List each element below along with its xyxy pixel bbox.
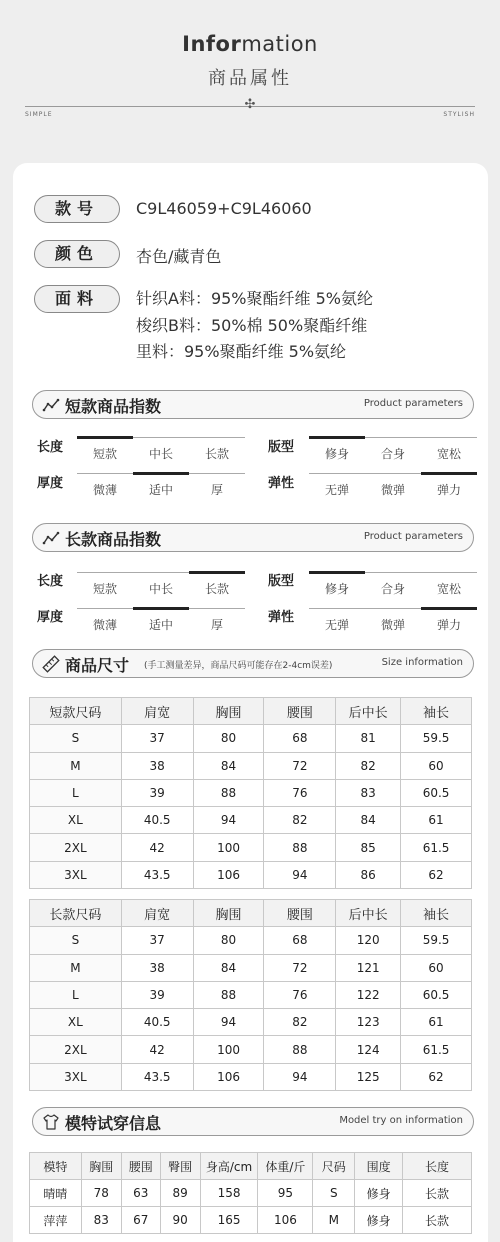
table-cell: 68 <box>264 927 336 954</box>
scale-option: 无弹 <box>324 483 349 497</box>
table-header-cell: 后中长 <box>336 698 401 725</box>
table-cell: 62 <box>401 861 472 888</box>
table-cell: 37 <box>121 725 193 752</box>
scale-marker <box>133 472 189 475</box>
table-cell: 42 <box>121 1036 193 1063</box>
table-row <box>30 752 472 779</box>
table-header-cell: 胸围 <box>193 698 264 725</box>
table-cell: 42 <box>121 834 193 861</box>
table-cell: 120 <box>336 927 401 954</box>
table-cell: 76 <box>264 981 336 1008</box>
table-row <box>30 779 472 806</box>
table-row <box>30 1036 472 1063</box>
table-cell: 61.5 <box>401 1036 472 1063</box>
table-row <box>30 1009 472 1036</box>
scale-marker <box>421 607 477 610</box>
table-cell: S <box>30 725 122 752</box>
table-header-cell: 模特 <box>30 1153 82 1180</box>
table-cell: 100 <box>193 834 264 861</box>
table-header-cell: 身高/cm <box>200 1153 258 1180</box>
table-header-row <box>30 900 472 927</box>
table-row <box>30 1063 472 1090</box>
table-cell: 37 <box>121 927 193 954</box>
table-cell: L <box>30 779 122 806</box>
table-cell: 84 <box>193 752 264 779</box>
table-header-cell: 后中长 <box>336 900 401 927</box>
table-header-cell: 体重/斤 <box>258 1153 313 1180</box>
scale-option: 弹力 <box>436 483 461 497</box>
table-cell: 72 <box>264 752 336 779</box>
table-cell: 86 <box>336 861 401 888</box>
fit-scale <box>309 572 477 602</box>
table-row <box>30 954 472 981</box>
table-header-cell: 尺码 <box>313 1153 355 1180</box>
ruler-icon <box>42 655 60 673</box>
table-cell: 94 <box>264 861 336 888</box>
header-left-caption: SIMPLE <box>25 111 53 118</box>
table-cell: 43.5 <box>121 1063 193 1090</box>
field-value-fabric-line: 里料：95%聚酯纤维 5%氨纶 <box>136 342 347 361</box>
field-value-style-number: C9L46059+C9L46060 <box>136 199 312 218</box>
scale-option: 微弹 <box>380 618 405 632</box>
table-row <box>30 927 472 954</box>
table-cell: 59.5 <box>401 725 472 752</box>
table-header-row <box>30 698 472 725</box>
information-title: Information <box>182 32 318 56</box>
table-cell: 82 <box>264 807 336 834</box>
table-cell: 62 <box>401 1063 472 1090</box>
table-header-cell: 腰围 <box>264 900 336 927</box>
table-cell: 84 <box>193 954 264 981</box>
table-cell: 84 <box>336 807 401 834</box>
product-attributes-title: 商品属性 <box>208 68 292 89</box>
table-cell: 40.5 <box>121 1009 193 1036</box>
table-cell: 61 <box>401 1009 472 1036</box>
table-cell: 60.5 <box>401 981 472 1008</box>
table-cell: 125 <box>336 1063 401 1090</box>
scale-option: 修身 <box>324 582 349 596</box>
table-header-cell: 袖长 <box>401 900 472 927</box>
table-cell: 60 <box>401 954 472 981</box>
table-header-row <box>30 1153 472 1180</box>
table-header-cell: 腰围 <box>121 1153 160 1180</box>
table-row <box>30 861 472 888</box>
table-cell: 100 <box>193 1036 264 1063</box>
table-header-cell: 长度 <box>403 1153 472 1180</box>
scale-option: 修身 <box>324 447 349 461</box>
table-header-cell: 短款尺码 <box>30 698 122 725</box>
table-cell: 萍萍 <box>30 1207 82 1234</box>
table-cell: 80 <box>193 725 264 752</box>
table-cell: 修身 <box>355 1207 403 1234</box>
param-label-length: 长度 <box>37 574 64 589</box>
scale-option: 合身 <box>380 582 405 596</box>
tshirt-icon <box>42 1113 60 1131</box>
table-cell: 40.5 <box>121 807 193 834</box>
trend-line-icon <box>42 396 60 414</box>
field-value-color: 杏色/藏青色 <box>136 247 222 266</box>
scale-option: 合身 <box>380 447 405 461</box>
table-cell: 长款 <box>403 1180 472 1207</box>
table-cell: 94 <box>193 807 264 834</box>
table-header-cell: 胸围 <box>193 900 264 927</box>
param-label-elasticity: 弹性 <box>268 476 295 491</box>
elasticity-scale <box>309 473 477 503</box>
table-row <box>30 725 472 752</box>
scale-marker <box>309 436 365 439</box>
section-english-title: Product parameters <box>363 398 463 409</box>
scale-option: 弹力 <box>436 618 461 632</box>
table-cell: 90 <box>160 1207 200 1234</box>
table-cell: 88 <box>193 981 264 1008</box>
scale-option: 长款 <box>204 447 229 461</box>
scale-marker <box>77 436 133 439</box>
scale-marker <box>133 607 189 610</box>
param-label-thickness: 厚度 <box>37 610 64 625</box>
table-header-cell: 长款尺码 <box>30 900 122 927</box>
table-cell: XL <box>30 807 122 834</box>
scale-option: 宽松 <box>436 447 461 461</box>
param-label-elasticity: 弹性 <box>268 610 295 625</box>
table-cell: 123 <box>336 1009 401 1036</box>
scale-option: 微弹 <box>380 483 405 497</box>
table-cell: 72 <box>264 954 336 981</box>
table-row <box>30 807 472 834</box>
table-cell: 106 <box>193 861 264 888</box>
table-cell: 43.5 <box>121 861 193 888</box>
table-cell: 89 <box>160 1180 200 1207</box>
table-cell: 长款 <box>403 1207 472 1234</box>
table-cell: 85 <box>336 834 401 861</box>
param-label-fit: 版型 <box>268 574 295 589</box>
table-cell: 60.5 <box>401 779 472 806</box>
short-params-header <box>32 390 474 419</box>
table-cell: 修身 <box>355 1180 403 1207</box>
table-cell: 39 <box>121 779 193 806</box>
field-value-fabric-line: 针织A料：95%聚酯纤维 5%氨纶 <box>136 289 373 308</box>
table-cell: 61.5 <box>401 834 472 861</box>
scale-option: 微薄 <box>92 618 117 632</box>
table-cell: 94 <box>264 1063 336 1090</box>
field-label-color: 颜色 <box>34 240 120 268</box>
table-cell: 38 <box>121 954 193 981</box>
table-row <box>30 1207 472 1234</box>
section-title: 商品尺寸 <box>65 656 130 675</box>
table-cell: S <box>313 1180 355 1207</box>
section-title: 长款商品指数 <box>65 530 162 549</box>
field-label-style-number: 款号 <box>34 195 120 223</box>
section-title: 短款商品指数 <box>65 397 162 416</box>
long-params-header <box>32 523 474 552</box>
section-english-title: Size information <box>381 657 463 668</box>
table-header-cell: 腰围 <box>264 698 336 725</box>
table-cell: 165 <box>200 1207 258 1234</box>
section-english-title: Product parameters <box>363 531 463 542</box>
scale-option: 中长 <box>148 582 173 596</box>
table-cell: 122 <box>336 981 401 1008</box>
table-cell: S <box>30 927 122 954</box>
table-cell: 83 <box>81 1207 121 1234</box>
scale-option: 厚 <box>210 483 223 497</box>
table-header-cell: 肩宽 <box>121 698 193 725</box>
table-cell: 晴晴 <box>30 1180 82 1207</box>
table-cell: M <box>313 1207 355 1234</box>
table-row <box>30 981 472 1008</box>
table-cell: 61 <box>401 807 472 834</box>
table-cell: L <box>30 981 122 1008</box>
table-cell: 88 <box>264 1036 336 1063</box>
table-cell: M <box>30 954 122 981</box>
long-size-table <box>29 899 472 1091</box>
scale-option: 长款 <box>204 582 229 596</box>
fit-scale <box>309 437 477 467</box>
table-cell: 81 <box>336 725 401 752</box>
table-cell: 2XL <box>30 1036 122 1063</box>
scale-marker <box>189 571 245 574</box>
scale-option: 适中 <box>148 618 173 632</box>
table-cell: 82 <box>336 752 401 779</box>
field-value-fabric-line: 梭织B料：50%棉 50%聚酯纤维 <box>136 316 368 335</box>
table-cell: 94 <box>193 1009 264 1036</box>
table-cell: 59.5 <box>401 927 472 954</box>
model-fit-table <box>29 1152 472 1234</box>
elasticity-scale <box>309 608 477 638</box>
table-cell: 68 <box>264 725 336 752</box>
scale-option: 短款 <box>92 582 117 596</box>
table-cell: 38 <box>121 752 193 779</box>
table-cell: 76 <box>264 779 336 806</box>
table-header-cell: 肩宽 <box>121 900 193 927</box>
length-scale <box>77 437 245 467</box>
model-info-header <box>32 1107 474 1136</box>
field-label-fabric: 面料 <box>34 285 120 313</box>
table-cell: M <box>30 752 122 779</box>
scale-option: 宽松 <box>436 582 461 596</box>
scale-option: 中长 <box>148 447 173 461</box>
table-cell: 124 <box>336 1036 401 1063</box>
scale-option: 适中 <box>148 483 173 497</box>
short-size-table <box>29 697 472 889</box>
trend-line-icon <box>42 529 60 547</box>
section-title: 模特试穿信息 <box>65 1114 162 1133</box>
table-cell: 60 <box>401 752 472 779</box>
scale-option: 厚 <box>210 618 223 632</box>
table-header-cell: 围度 <box>355 1153 403 1180</box>
table-cell: 121 <box>336 954 401 981</box>
table-header-cell: 臀围 <box>160 1153 200 1180</box>
table-cell: 67 <box>121 1207 160 1234</box>
length-scale <box>77 572 245 602</box>
scale-option: 无弹 <box>324 618 349 632</box>
scale-option: 短款 <box>92 447 117 461</box>
scale-marker <box>421 472 477 475</box>
table-cell: 80 <box>193 927 264 954</box>
measurement-note: (手工测量差异，商品尺码可能存在2-4cm误差) <box>144 661 333 671</box>
param-label-length: 长度 <box>37 440 64 455</box>
param-label-thickness: 厚度 <box>37 476 64 491</box>
table-cell: 82 <box>264 1009 336 1036</box>
param-label-fit: 版型 <box>268 440 295 455</box>
table-cell: 83 <box>336 779 401 806</box>
table-cell: 78 <box>81 1180 121 1207</box>
scale-marker <box>309 571 365 574</box>
table-cell: 158 <box>200 1180 258 1207</box>
table-cell: 3XL <box>30 1063 122 1090</box>
table-cell: 39 <box>121 981 193 1008</box>
table-cell: XL <box>30 1009 122 1036</box>
size-info-header <box>32 649 474 678</box>
page-header <box>0 0 500 150</box>
table-row <box>30 1180 472 1207</box>
table-cell: 106 <box>258 1207 313 1234</box>
plus-ornament-icon: ✣ <box>244 97 256 112</box>
table-cell: 88 <box>264 834 336 861</box>
table-cell: 2XL <box>30 834 122 861</box>
thickness-scale <box>77 608 245 638</box>
table-cell: 95 <box>258 1180 313 1207</box>
table-cell: 106 <box>193 1063 264 1090</box>
thickness-scale <box>77 473 245 503</box>
scale-option: 微薄 <box>92 483 117 497</box>
table-cell: 3XL <box>30 861 122 888</box>
table-header-cell: 胸围 <box>81 1153 121 1180</box>
section-english-title: Model try on information <box>339 1115 463 1126</box>
table-row <box>30 834 472 861</box>
header-right-caption: STYLISH <box>443 111 475 118</box>
table-header-cell: 袖长 <box>401 698 472 725</box>
table-cell: 63 <box>121 1180 160 1207</box>
table-cell: 88 <box>193 779 264 806</box>
